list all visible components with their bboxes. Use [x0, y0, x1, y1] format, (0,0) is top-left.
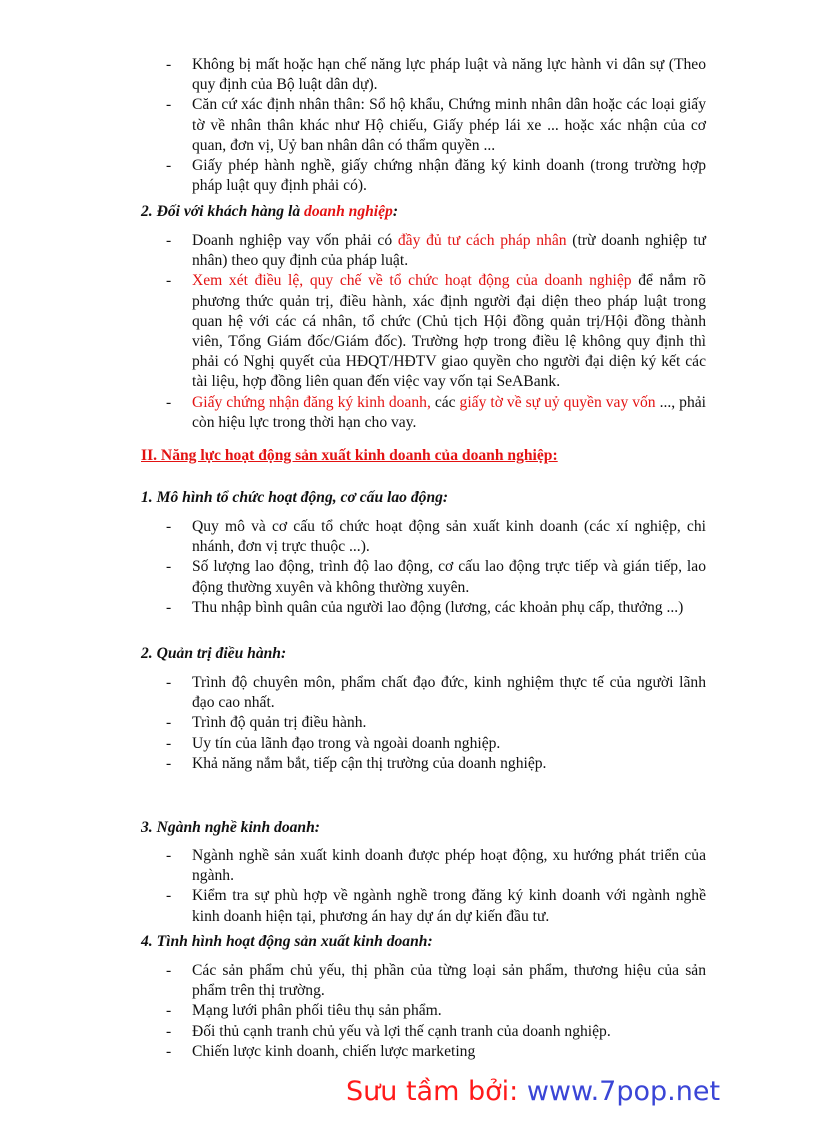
subsection-1-heading: 1. Mô hình tổ chức hoạt động, cơ cấu lao động: [141, 489, 449, 506]
list-item: - Không bị mất hoặc hạn chế năng lực pháp luật và năng lực hành vi dân sự (Theo quy định của Bộ luật dân dự). [166, 56, 706, 94]
list-item: - Các sản phẩm chủ yếu, thị phần của từng loại sản phẩm, thương hiệu của sản phẩm trên thị trường. [166, 962, 706, 1000]
list-item: - Đối thủ cạnh tranh chủ yếu và lợi thế cạnh tranh của doanh nghiệp. [166, 1022, 611, 1040]
section-ii-title: II. Năng lực hoạt động sản xuất kinh doanh của doanh nghiệp: [141, 447, 558, 464]
subsection-2-list [166, 673, 706, 774]
list-item: - Mạng lưới phân phối tiêu thụ sản phẩm. [166, 1002, 442, 1020]
list-item: - Ngành nghề sản xuất kinh doanh được phép hoạt động, xu hướng phát triển của ngành. [166, 847, 706, 885]
list-item: - Số lượng lao động, trình độ lao động, cơ cấu lao động trực tiếp và gián tiếp, lao động thường xuyên và không thường xuyên. [166, 558, 706, 596]
source-credit [346, 1076, 720, 1107]
subsection-3-heading: 3. Ngành nghề kinh doanh: [141, 819, 320, 836]
list-item: - Uy tín của lãnh đạo trong và ngoài doanh nghiệp. [166, 734, 501, 752]
subsection-3-list [166, 846, 706, 927]
enterprise-requirements-list [166, 231, 706, 433]
subsection-4-list [166, 961, 706, 1062]
list-item: - Thu nhập bình quân của người lao động (lương, các khoản phụ cấp, thưởng ...) [166, 598, 684, 616]
list-item: - Căn cứ xác định nhân thân: Sổ hộ khẩu, Chứng minh nhân dân hoặc các loại giấy tờ về nhân thân khác như Hộ chiếu, Giấy phép lái xe ... hoặc xác nhận của cơ quan, đơn vị, Uỷ ban nhân dân có thẩm quyền ... [166, 96, 706, 154]
list-item: - Chiến lược kinh doanh, chiến lược marketing [166, 1042, 476, 1060]
list-item: - Kiểm tra sự phù hợp về ngành nghề trong đăng ký kinh doanh với ngành nghề kinh doanh hiện tại, phương án hay dự án dự kiến đầu tư. [166, 887, 706, 925]
individual-requirements-list [166, 55, 706, 196]
list-item: - Giấy chứng nhận đăng ký kinh doanh, các giấy tờ về sự uỷ quyền vay vốn ..., phải còn hiệu lực trong thời hạn cho vay. [166, 393, 706, 431]
list-item: - Trình độ quản trị điều hành. [166, 714, 367, 732]
subsection-1-list [166, 517, 706, 618]
list-item: - Doanh nghiệp vay vốn phải có đầy đủ tư cách pháp nhân (trừ doanh nghiệp tư nhân) theo quy định của pháp luật. [166, 232, 706, 270]
subsection-4-heading: 4. Tình hình hoạt động sản xuất kinh doanh: [141, 933, 433, 950]
section-2-heading: 2. Đối với khách hàng là doanh nghiệp: [141, 203, 399, 220]
list-item: - Trình độ chuyên môn, phẩm chất đạo đức, kinh nghiệm thực tế của người lãnh đạo cao nhất. [166, 674, 706, 712]
list-item: - Giấy phép hành nghề, giấy chứng nhận đăng ký kinh doanh (trong trường hợp pháp luật quy định phải có). [166, 157, 706, 195]
subsection-2-heading: 2. Quản trị điều hành: [141, 645, 287, 662]
source-credit-link[interactable]: www.7pop.net [526, 1076, 721, 1107]
list-item: - Xem xét điều lệ, quy chế về tổ chức hoạt động của doanh nghiệp để nắm rõ phương thức quản trị, điều hành, xác định người đại diện theo pháp luật trong quan hệ với các cá nhân, tổ chức (Chủ tịch Hội đồng quản trị/Hội đồng thành viên, Tổng Giám đốc/Giám đốc). Trường hợp trong điều lệ không quy định thì phải có Nghị quyết của HĐQT/HĐTV giao quyền cho người đại diện ký kết các tài liệu, hợp đồng liên quan đến việc vay vốn tại SeABank. [166, 272, 706, 391]
list-item: - Quy mô và cơ cấu tổ chức hoạt động sản xuất kinh doanh (các xí nghiệp, chi nhánh, đơn vị trực thuộc ...). [166, 518, 706, 556]
source-credit-label: Sưu tầm bởi: [346, 1076, 527, 1107]
heading-highlight: doanh nghiệp [304, 203, 393, 220]
list-item: - Khả năng nắm bắt, tiếp cận thị trường của doanh nghiệp. [166, 754, 547, 772]
